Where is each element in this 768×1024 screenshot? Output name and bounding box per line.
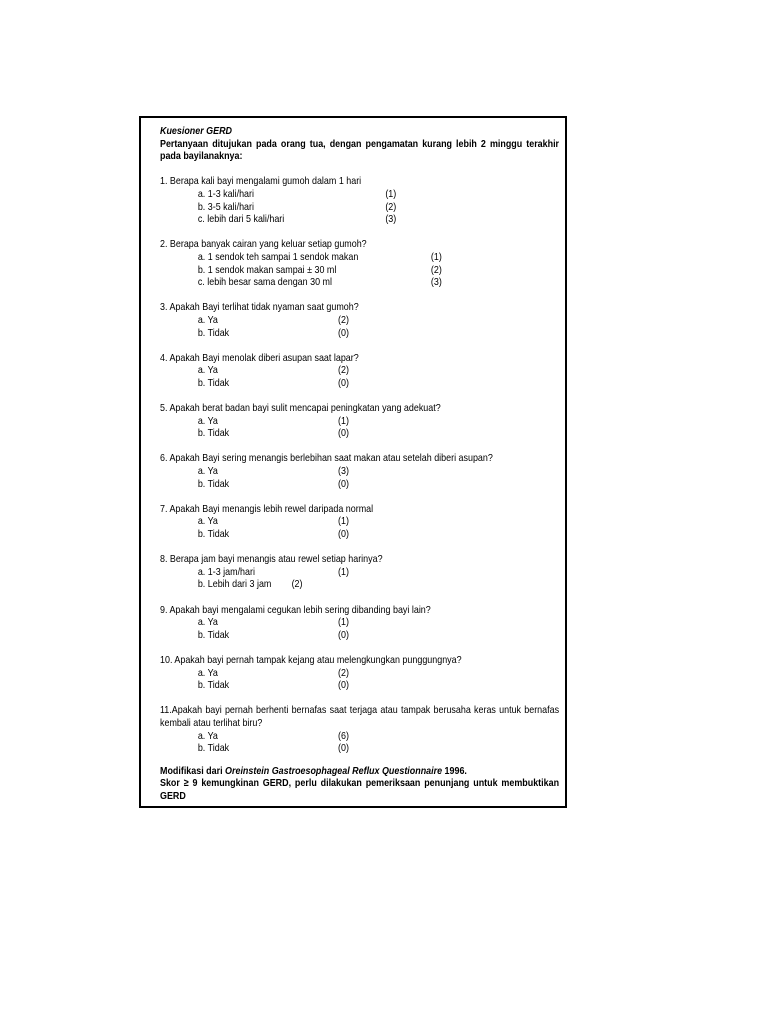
option-label: b. 1 sendok makan sampai ± 30 ml bbox=[197, 264, 337, 276]
question-text: 6. Apakah Bayi sering menangis berlebihan saat makan atau setelah diberi asupan? bbox=[160, 453, 493, 465]
answer-option bbox=[160, 731, 559, 744]
answer-option bbox=[160, 479, 559, 492]
question-5 bbox=[160, 403, 559, 441]
answer-option bbox=[160, 516, 559, 529]
footer-source-title: Oreinstein Gastroesophageal Reflux Questionnaire bbox=[225, 765, 443, 777]
document-intro: Pertanyaan ditujukan pada orang tua, dengan pengamatan kurang lebih 2 minggu terakhir pada bayilanaknya: bbox=[160, 138, 560, 163]
question-text: 9. Apakah bayi mengalami cegukan lebih sering dibanding bayi lain? bbox=[160, 604, 431, 616]
answer-option bbox=[160, 214, 559, 227]
option-label: b. 3-5 kali/hari bbox=[197, 201, 254, 213]
option-label: b. Tidak bbox=[197, 680, 230, 692]
question-text: 11.Apakah bayi pernah berhenti bernafas saat terjaga atau tampak berusaha keras untuk bernafas kembali atau terlihat biru? bbox=[160, 705, 560, 729]
option-score: (3) bbox=[338, 466, 349, 478]
option-score: (0) bbox=[338, 478, 349, 490]
option-label: a. 1 sendok teh sampai 1 sendok makan bbox=[197, 251, 359, 263]
option-label: b. Tidak bbox=[197, 629, 230, 641]
option-score: (3) bbox=[430, 277, 442, 289]
answer-option bbox=[160, 202, 559, 215]
question-8 bbox=[160, 554, 559, 592]
option-label: b. Tidak bbox=[197, 529, 230, 540]
question-1 bbox=[160, 176, 559, 226]
option-label: a. Ya bbox=[197, 730, 218, 742]
option-score: (0) bbox=[338, 377, 349, 389]
question-text: 10. Apakah bayi pernah tampak kejang atau melengkungkan punggungnya? bbox=[160, 654, 462, 666]
question-text: 3. Apakah Bayi terlihat tidak nyaman saat gumoh? bbox=[160, 302, 359, 314]
question-3 bbox=[160, 302, 559, 340]
question-9 bbox=[160, 605, 559, 643]
answer-option bbox=[160, 567, 559, 580]
answer-option bbox=[160, 428, 559, 441]
option-label: b. Tidak bbox=[197, 327, 230, 339]
answer-option bbox=[160, 668, 559, 681]
option-score: (1) bbox=[338, 566, 349, 578]
option-score: (0) bbox=[338, 680, 349, 692]
answer-option bbox=[160, 265, 559, 278]
option-label: a. Ya bbox=[197, 415, 218, 427]
option-label: b. Tidak bbox=[197, 428, 230, 440]
answer-option bbox=[160, 529, 559, 542]
answer-option bbox=[160, 328, 559, 341]
answer-option bbox=[160, 680, 559, 693]
option-label: b. Tidak bbox=[197, 743, 230, 755]
question-7 bbox=[160, 504, 559, 542]
option-label: a. Ya bbox=[197, 667, 218, 679]
option-label: a. Ya bbox=[197, 314, 218, 326]
question-text: 2. Berapa banyak cairan yang keluar setiap gumoh? bbox=[160, 239, 367, 251]
question-text: 5. Apakah berat badan bayi sulit mencapai peningkatan yang adekuat? bbox=[160, 403, 441, 415]
option-label: c. lebih dari 5 kali/hari bbox=[197, 214, 285, 226]
option-score: (0) bbox=[338, 428, 349, 440]
footer-source-note bbox=[160, 766, 559, 779]
question-6 bbox=[160, 453, 559, 491]
option-label: b. Tidak bbox=[197, 478, 230, 490]
questionnaire-document bbox=[139, 116, 567, 808]
option-score: (6) bbox=[338, 730, 349, 742]
answer-option bbox=[160, 189, 559, 202]
option-score: (0) bbox=[338, 629, 349, 641]
answer-option bbox=[160, 378, 559, 391]
questionnaire-content bbox=[160, 126, 559, 803]
question-11 bbox=[160, 705, 559, 755]
option-score: (1) bbox=[430, 251, 442, 263]
option-score: (2) bbox=[338, 365, 349, 377]
answer-option bbox=[160, 466, 559, 479]
answer-option bbox=[160, 630, 559, 643]
answer-option bbox=[160, 277, 559, 290]
option-score: (2) bbox=[338, 314, 349, 326]
option-score: (1) bbox=[385, 188, 397, 200]
option-label: a. 1-3 jam/hari bbox=[197, 566, 255, 578]
option-score: (2) bbox=[430, 264, 442, 276]
option-score: (0) bbox=[338, 327, 349, 339]
document-footer bbox=[160, 766, 559, 804]
document-title: Kuesioner GERD bbox=[160, 126, 232, 137]
option-label: c. lebih besar sama dengan 30 ml bbox=[197, 277, 332, 289]
answer-option bbox=[160, 315, 559, 328]
question-text: 1. Berapa kali bayi mengalami gumoh dalam 1 hari bbox=[160, 176, 362, 188]
option-score: (0) bbox=[338, 529, 349, 540]
footer-score-note: Skor ≥ 9 kemungkinan GERD, perlu dilakukan pemeriksaan penunjang untuk membuktikan GERD bbox=[160, 778, 560, 802]
answer-option bbox=[160, 416, 559, 429]
question-10 bbox=[160, 655, 559, 693]
footer-source-suffix: 1996. bbox=[442, 765, 467, 777]
option-label: a. Ya bbox=[197, 617, 218, 629]
question-text: 8. Berapa jam bayi menangis atau rewel setiap harinya? bbox=[160, 554, 383, 566]
option-score: (2) bbox=[385, 201, 397, 213]
option-score: (1) bbox=[338, 617, 349, 629]
option-score: (3) bbox=[385, 214, 397, 226]
option-label: b. Lebih dari 3 jam bbox=[197, 579, 272, 591]
question-text: 7. Apakah Bayi menangis lebih rewel daripada normal bbox=[160, 503, 374, 515]
option-label: a. 1-3 kali/hari bbox=[197, 188, 254, 200]
answer-option bbox=[160, 743, 559, 756]
option-label: a. Ya bbox=[197, 365, 218, 377]
option-score: (2) bbox=[338, 667, 349, 679]
option-label: a. Ya bbox=[197, 516, 218, 528]
answer-option bbox=[160, 579, 559, 592]
answer-option bbox=[160, 365, 559, 378]
question-4 bbox=[160, 353, 559, 391]
option-score: (1) bbox=[338, 415, 349, 427]
option-score: (1) bbox=[338, 516, 349, 528]
option-label: b. Tidak bbox=[197, 377, 230, 389]
option-score: (0) bbox=[338, 743, 349, 755]
option-score: (2) bbox=[291, 579, 303, 591]
footer-source-prefix: Modifikasi dari bbox=[160, 765, 226, 777]
answer-option bbox=[160, 617, 559, 630]
question-text: 4. Apakah Bayi menolak diberi asupan saat lapar? bbox=[160, 352, 359, 364]
option-label: a. Ya bbox=[197, 466, 218, 478]
answer-option bbox=[160, 252, 559, 265]
question-2 bbox=[160, 239, 559, 289]
